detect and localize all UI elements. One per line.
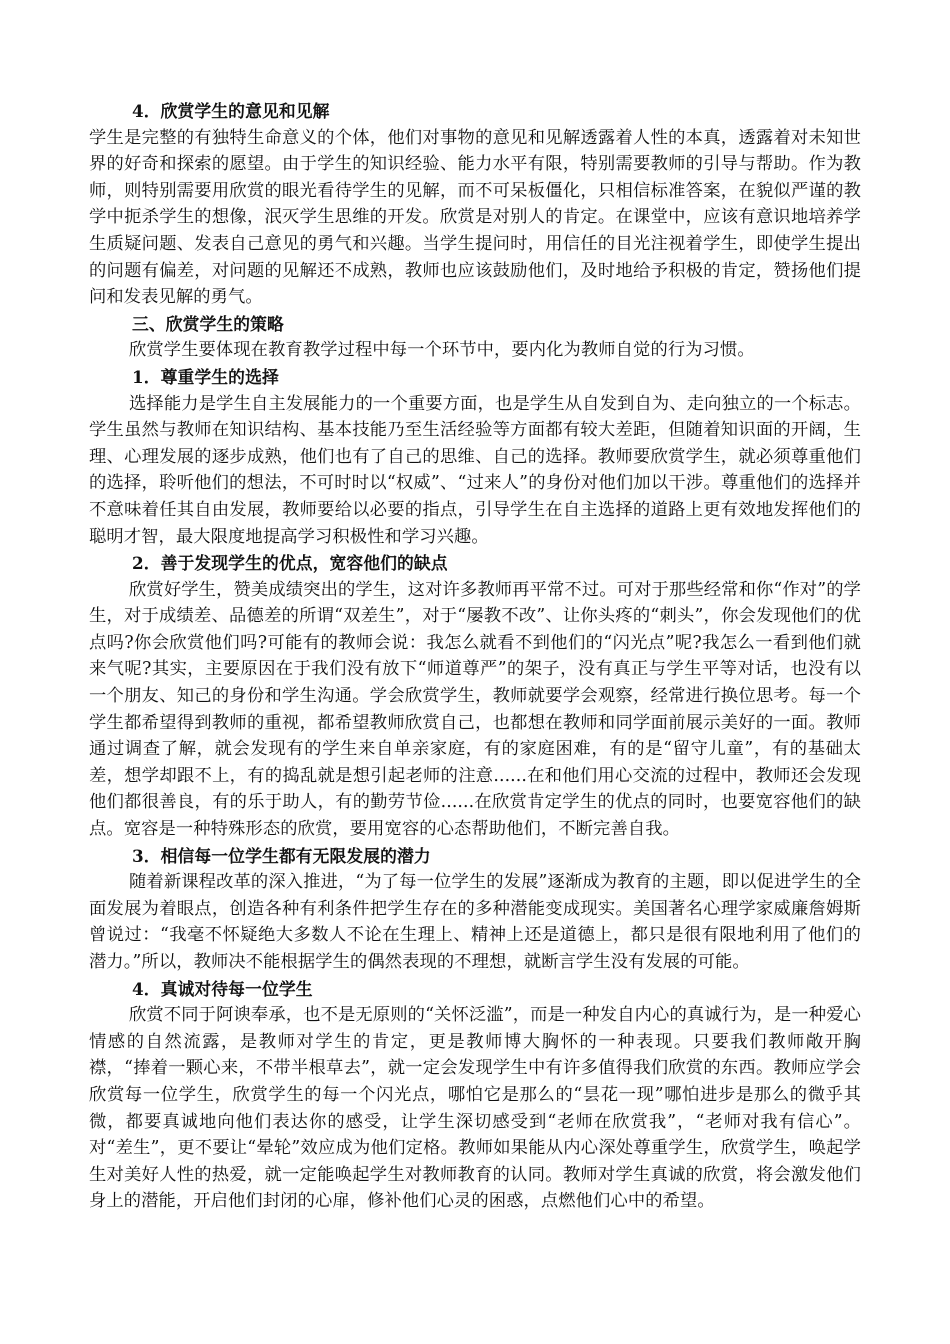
- paragraph-opinions: 学生是完整的有独特生命意义的个体，他们对事物的意见和见解透露着人性的本真，透露着对未知世界的好奇和探索的愿望。由于学生的知识经验、能力水平有限，特别需要教师的引导与帮助。作为教师，则特别需要用欣赏的眼光看待学生的见解，而不可呆板僵化，只相信标准答案，在貌似严谨的教学中扼杀学生的想像，泯灭学生思维的开发。欣赏是对别人的肯定。在课堂中，应该有意识地培养学生质疑问题、发表自己意见的勇气和兴趣。当学生提问时，用信任的目光注视着学生，即使学生提出的问题有偏差，对问题的见解还不成熟，教师也应该鼓励他们，及时地给予积极的肯定，赞扬他们提问和发表见解的勇气。: [89, 127, 861, 308]
- paragraph-strategies-intro: 欣赏学生要体现在教育教学过程中每一个环节中，要内化为教师自觉的行为习惯。: [129, 340, 755, 361]
- section-heading-respect-choice: 1．尊重学生的选择: [132, 366, 279, 387]
- document-page: [89, 98, 861, 1215]
- paragraph-believe-potential: 随着新课程改革的深入推进，“为了每一位学生的发展”逐渐成为教育的主题，即以促进学生的全面发展为着眼点，创造各种有利条件把学生存在的多种潜能变成现实。美国著名心理学家威廉詹姆斯曾说过：“我毫不怀疑绝大多数人不论在生理上、精神上还是道德上，都只是很有限地利用了他们的潜力。”所以，教师决不能根据学生的偶然表现的不理想，就断言学生没有发展的可能。: [89, 872, 861, 972]
- paragraph-sincerity: 欣赏不同于阿谀奉承，也不是无原则的“关怀泛滥”，而是一种发自内心的真诚行为，是一种爱心情感的自然流露，是教师对学生的肯定，更是教师博大胸怀的一种表现。只要我们教师敞开胸襟，“捧着一颗心来，不带半根草去”，就一定会发现学生中有许多值得我们欣赏的东西。教师应学会欣赏每一位学生，欣赏学生的每一个闪光点，哪怕它是那么的“昙花一现”哪怕进步是那么的微乎其微，都要真诚地向他们表达你的感受，让学生深切感受到“老师在欣赏我”，“老师对我有信心”。对“差生”，更不要让“晕轮”效应成为他们定格。教师如果能从内心深处尊重学生，欣赏学生，唤起学生对美好人性的热爱，就一定能唤起学生对教师教育的认同。教师对学生真诚的欣赏，将会激发他们身上的潜能，开启他们封闭的心扉，修补他们心灵的困惑，点燃他们心中的希望。: [89, 1005, 861, 1212]
- section-heading-believe-potential: 3．相信每一位学生都有无限发展的潜力: [132, 845, 431, 866]
- paragraph-respect-choice: 选择能力是学生自主发展能力的一个重要方面，也是学生从自发到自为、走向独立的一个标志。学生虽然与教师在知识结构、基本技能乃至生活经验等方面都有较大差距，但随着知识面的开阔，生理、心理发展的逐步成熟，他们也有了自己的思维、自己的选择。教师要欣赏学生，就必须尊重他们的选择，聆听他们的想法，不可时时以“权威”、“过来人”的身份对他们加以干涉。尊重他们的选择并不意味着任其自由发展，教师要给以必要的指点，引导学生在自主选择的道路上更有效地发挥他们的聪明才智，最大限度地提高学习积极性和学习兴趣。: [89, 393, 861, 547]
- section-heading-strategies: 三、欣赏学生的策略: [132, 313, 284, 334]
- section-heading-sincerity: 4．真诚对待每一位学生: [132, 978, 313, 999]
- section-heading-appreciate-opinions: 4．欣赏学生的意见和见解: [132, 101, 330, 121]
- section-heading-find-strengths: 2．善于发现学生的优点，宽容他们的缺点: [132, 553, 448, 574]
- paragraph-find-strengths: 欣赏好学生，赞美成绩突出的学生，这对许多教师再平常不过。可对于那些经常和你“作对”的学生，对于成绩差、品德差的所谓“双差生”，对于“屡教不改”、让你头疼的“刺头”，你会发现他们的优点吗?你会欣赏他们吗?可能有的教师会说：我怎么就看不到他们的“闪光点”呢?我怎么一看到他们就来气呢?其实，主要原因在于我们没有放下“师道尊严”的架子，没有真正与学生平等对话，也没有以一个朋友、知己的身份和学生沟通。学会欣赏学生，教师就要学会观察，经常进行换位思考。每一个学生都希望得到教师的重视，都希望教师欣赏自己，也都想在教师和同学面前展示美好的一面。教师通过调查了解，就会发现有的学生来自单亲家庭，有的家庭困难，有的是“留守儿童”，有的基础太差，想学却跟不上，有的捣乱就是想引起老师的注意......在和他们用心交流的过程中，教师还会发现他们都很善良，有的乐于助人，有的勤劳节俭......在欣赏肯定学生的优点的同时，也要宽容他们的缺点。宽容是一种特殊形态的欣赏，要用宽容的心态帮助他们，不断完善自我。: [89, 579, 861, 840]
